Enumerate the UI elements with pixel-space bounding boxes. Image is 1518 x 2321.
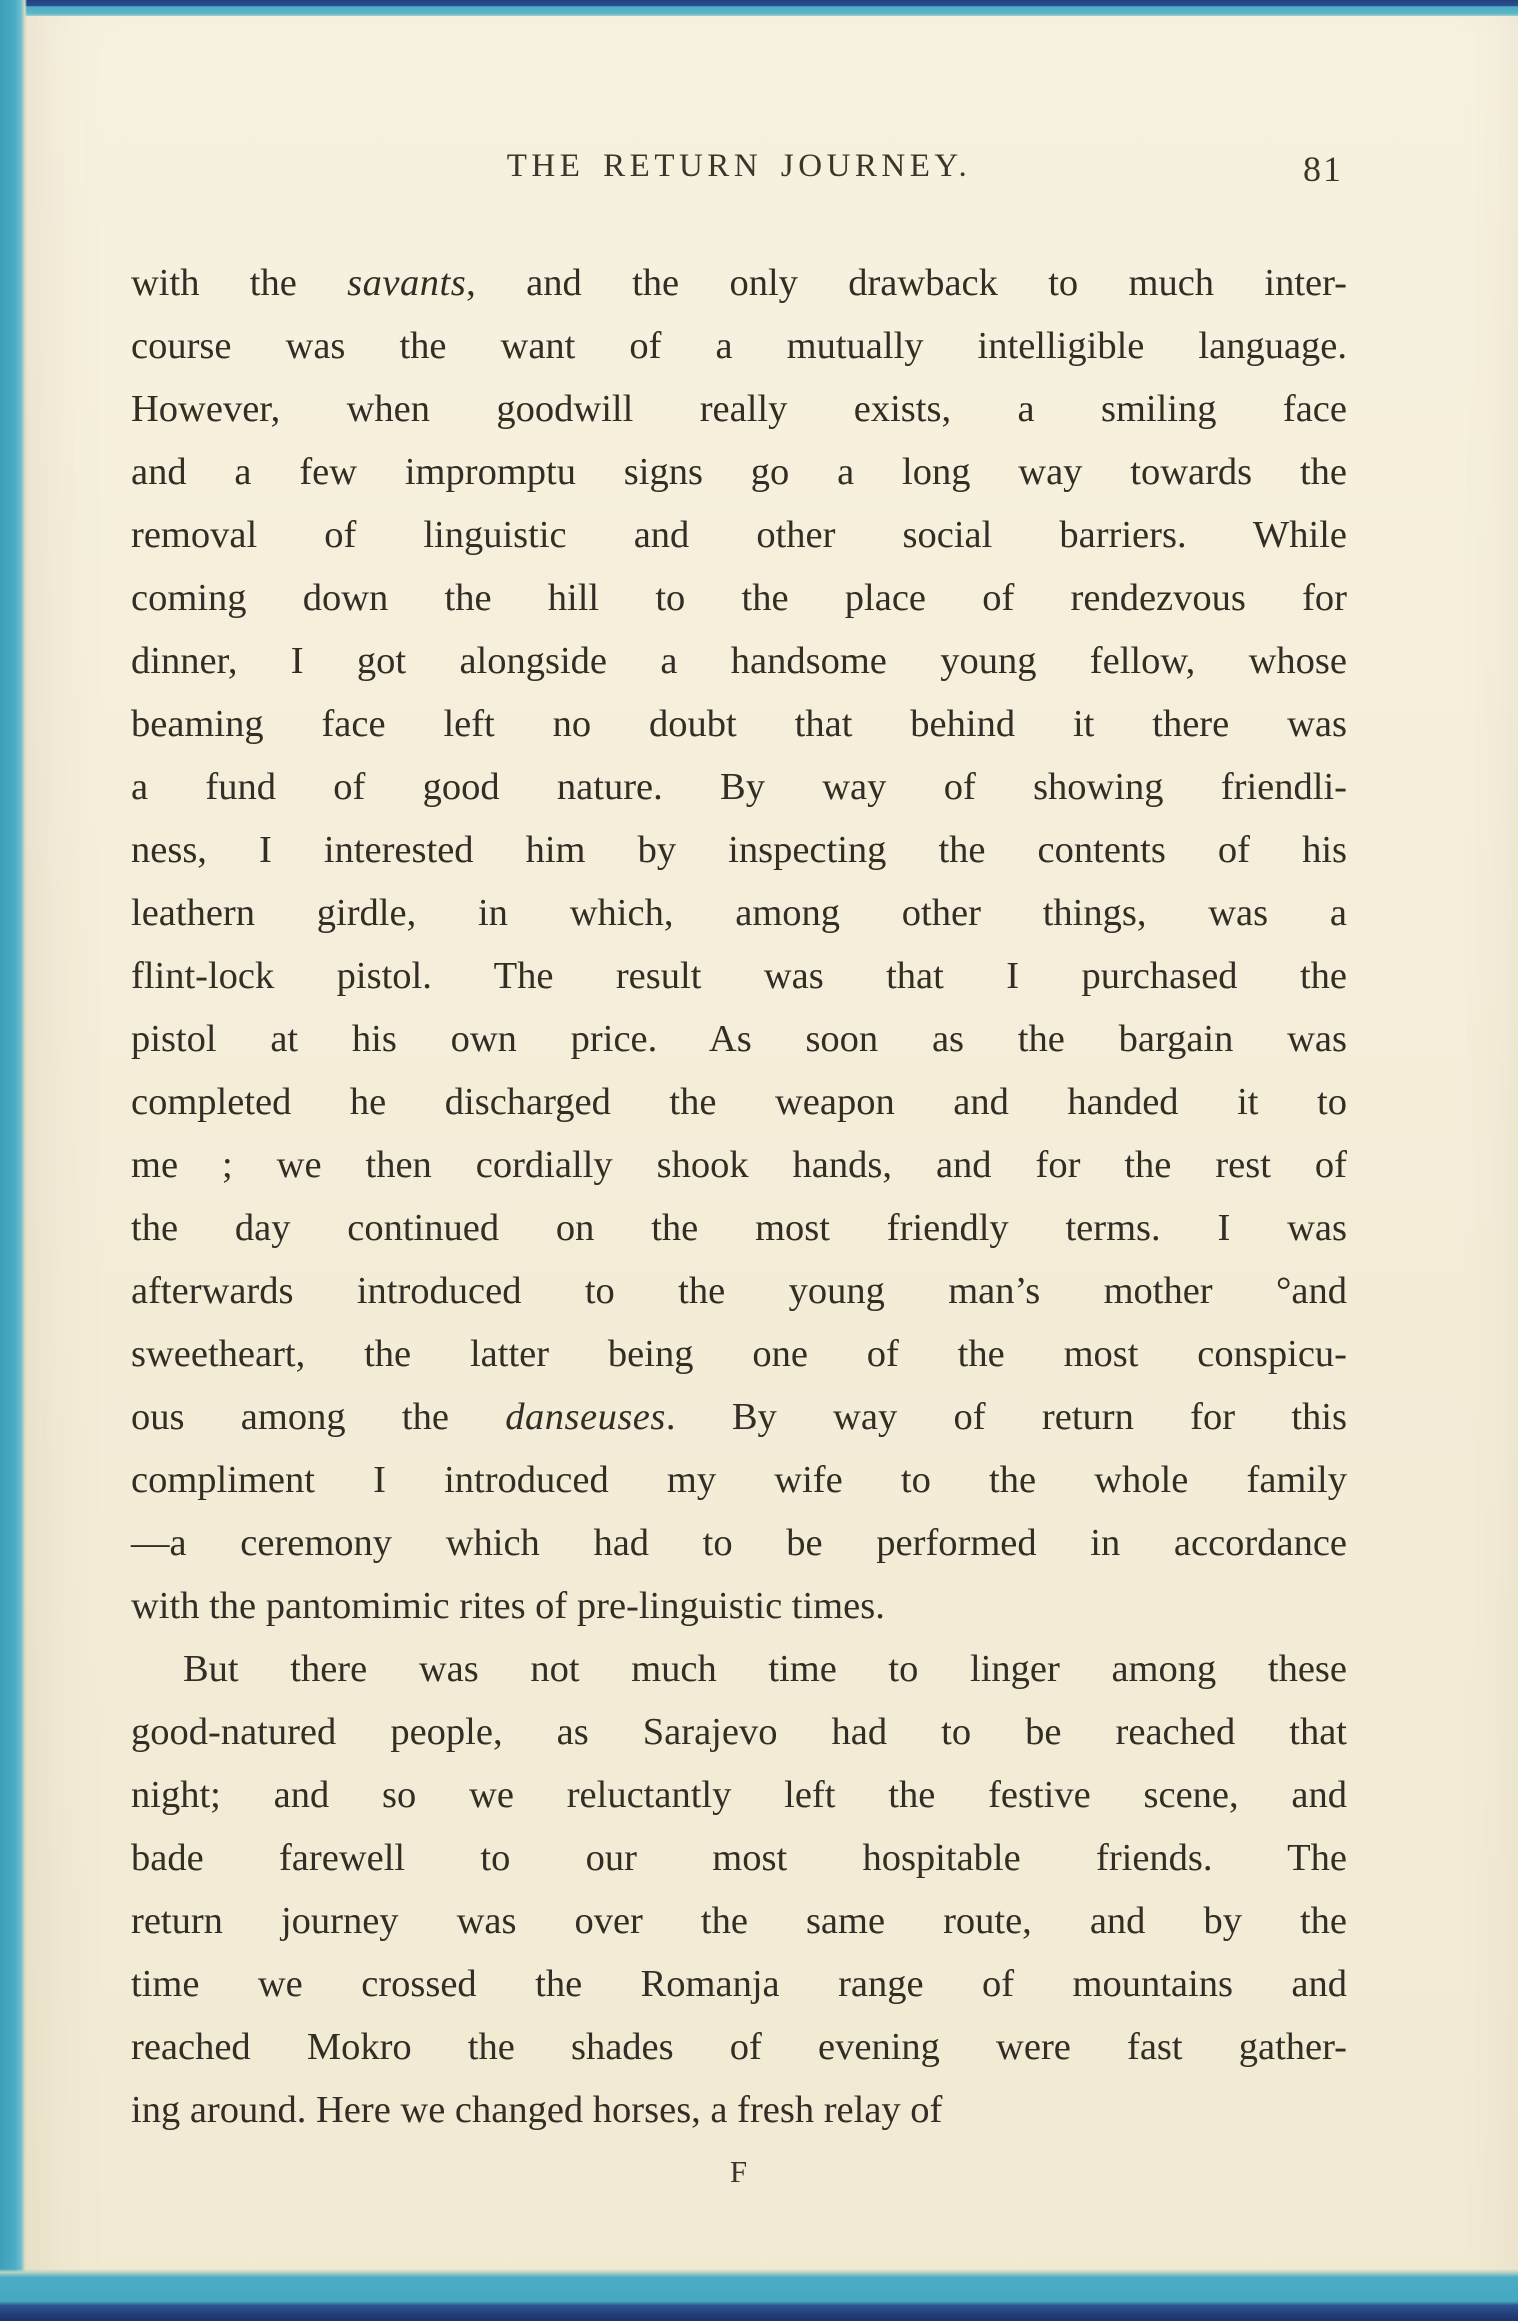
paragraph (131, 1638, 1347, 2142)
text-line: removal of linguistic and other social barriers. While (131, 514, 1347, 556)
running-title: THE RETURN JOURNEY. (506, 148, 972, 184)
text-line: beaming face left no doubt that behind it there was (131, 703, 1347, 745)
page-number: 81 (1303, 149, 1343, 189)
page-edge-left (0, 0, 27, 2321)
page-content (131, 148, 1347, 2190)
text-line: the day continued on the most friendly terms. I was (131, 1207, 1347, 1249)
text-line: coming down the hill to the place of rendezvous for (131, 577, 1347, 619)
text-line: with the savants, and the only drawback to much inter- (131, 262, 1347, 304)
text-line: me ; we then cordially shook hands, and for the rest of (131, 1144, 1347, 1186)
text-line: night; and so we reluctantly left the festive scene, and (131, 1774, 1347, 1816)
text-line: course was the want of a mutually intelligible language. (131, 325, 1347, 367)
text-line: pistol at his own price. As soon as the bargain was (131, 1018, 1347, 1060)
paragraph (131, 252, 1347, 1638)
text-line: ous among the danseuses. By way of return for this (131, 1396, 1347, 1438)
text-line: But there was not much time to linger among these (183, 1648, 1347, 1690)
text-line: reached Mokro the shades of evening were fast gather- (131, 2026, 1347, 2068)
text-line: completed he discharged the weapon and handed it to (131, 1081, 1347, 1123)
body-text (131, 252, 1347, 2142)
text-line: sweetheart, the latter being one of the most conspicu- (131, 1333, 1347, 1375)
page-edge-bottom (0, 2269, 1518, 2321)
page-header (131, 148, 1347, 194)
text-line: with the pantomimic rites of pre-linguistic times. (131, 1585, 885, 1627)
text-line: good-natured people, as Sarajevo had to be reached that (131, 1711, 1347, 1753)
text-line: However, when goodwill really exists, a smiling face (131, 388, 1347, 430)
page-edge-top (0, 0, 1518, 16)
text-line: flint-lock pistol. The result was that I purchased the (131, 955, 1347, 997)
text-line: a fund of good nature. By way of showing friendli- (131, 766, 1347, 808)
text-line: ing around. Here we changed horses, a fresh relay of (131, 2089, 943, 2131)
text-line: dinner, I got alongside a handsome young fellow, whose (131, 640, 1347, 682)
text-line: and a few impromptu signs go a long way towards the (131, 451, 1347, 493)
signature-mark: F (729, 2154, 749, 2189)
text-line: leathern girdle, in which, among other things, was a (131, 892, 1347, 934)
text-line: time we crossed the Romanja range of mountains and (131, 1963, 1347, 2005)
text-line: ness, I interested him by inspecting the contents of his (131, 829, 1347, 871)
text-line: compliment I introduced my wife to the whole family (131, 1459, 1347, 1501)
text-line: —a ceremony which had to be performed in accordance (131, 1522, 1347, 1564)
text-line: return journey was over the same route, and by the (131, 1900, 1347, 1942)
text-line: bade farewell to our most hospitable friends. The (131, 1837, 1347, 1879)
text-line: afterwards introduced to the young man’s mother °and (131, 1270, 1347, 1312)
